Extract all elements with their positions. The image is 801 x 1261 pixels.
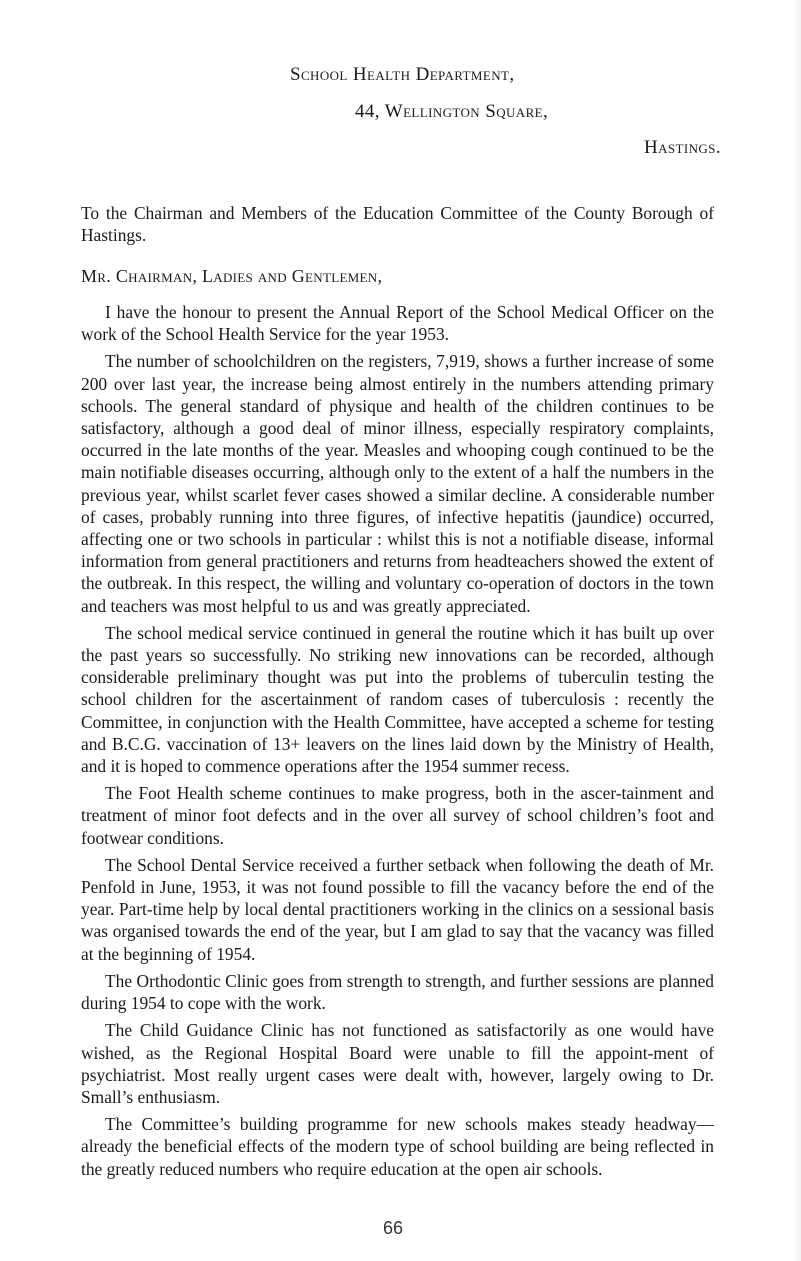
page-edge-shadow bbox=[791, 0, 801, 1261]
addressee: To the Chairman and Members of the Education Committee of the County Borough of Hastings. bbox=[81, 203, 714, 246]
address-line-department: School Health Department, bbox=[290, 64, 515, 85]
address-line-street: 44, Wellington Square, bbox=[355, 101, 549, 122]
report-body bbox=[81, 301, 714, 1185]
paragraph-foot-health: The Foot Health scheme continues to make progress, both in the ascer-tainment and treatment of minor foot defects and in the over all survey of school children’s foot and footwear conditions. bbox=[81, 783, 714, 848]
paragraph-medical-service: The school medical service continued in general the routine which it has built up over the past years so successfully. No striking new innovations can be recorded, although considerable preliminary thought was put into the problems of tuberculin testing the school children for the ascertainment of random cases of tuberculosis : recently the Committee, in conjunction with the Health Committee, have accepted a scheme for testing and B.C.G. vaccination of 13+ leavers on the lines laid down by the Ministry of Health, and it is hoped to commence operations after the 1954 summer recess. bbox=[81, 622, 714, 777]
paragraph-building-programme: The Committee’s building programme for new schools makes steady headway—already the beneficial effects of the modern type of school building are being reflected in the greatly reduced numbers who require education at the open air schools. bbox=[81, 1114, 714, 1179]
paragraph-introduction: I have the honour to present the Annual Report of the School Medical Officer on the work of the School Health Service for the year 1953. bbox=[81, 302, 714, 345]
address-line-town: Hastings. bbox=[644, 137, 721, 158]
salutation: Mr. Chairman, Ladies and Gentlemen, bbox=[81, 266, 383, 286]
page-number: 66 bbox=[383, 1218, 404, 1238]
paragraph-child-guidance: The Child Guidance Clinic has not functioned as satisfactorily as one would have wished, as the Regional Hospital Board were unable to fill the appoint-ment of psychiatrist. Most really urgent cases were dealt with, however, largely owing to Dr. Small’s enthusiasm. bbox=[81, 1020, 714, 1107]
paragraph-school-population: The number of schoolchildren on the registers, 7,919, shows a further increase of some 200 over last year, the increase being almost entirely in the numbers attending primary schools. The general standard of physique and health of the children continues to be satisfactory, although a good deal of minor illness, especially respiratory complaints, occurred in the late months of the year. Measles and whooping cough continued to be the main notifiable diseases occurring, although only to the extent of a half the numbers in the previous year, whilst scarlet fever cases showed a similar decline. A considerable number of cases, probably running into three figures, of infective hepatitis (jaundice) occurred, affecting one or two schools in particular : whilst this is not a notifiable disease, informal information from general practitioners and returns from headteachers showed the extent of the outbreak. In this respect, the willing and voluntary co-operation of doctors in the town and teachers was most helpful to us and was greatly appreciated. bbox=[81, 351, 714, 616]
paragraph-dental-service: The School Dental Service received a further setback when following the death of Mr. Penfold in June, 1953, it was not found possible to fill the vacancy before the end of the year. Part-time help by local dental practitioners working in the clinics on a sessional basis was organised towards the end of the year, but I am glad to say that the vacancy was filled at the beginning of 1954. bbox=[81, 854, 714, 964]
paragraph-orthodontic-clinic: The Orthodontic Clinic goes from strength to strength, and further sessions are planned during 1954 to cope with the work. bbox=[81, 970, 714, 1014]
